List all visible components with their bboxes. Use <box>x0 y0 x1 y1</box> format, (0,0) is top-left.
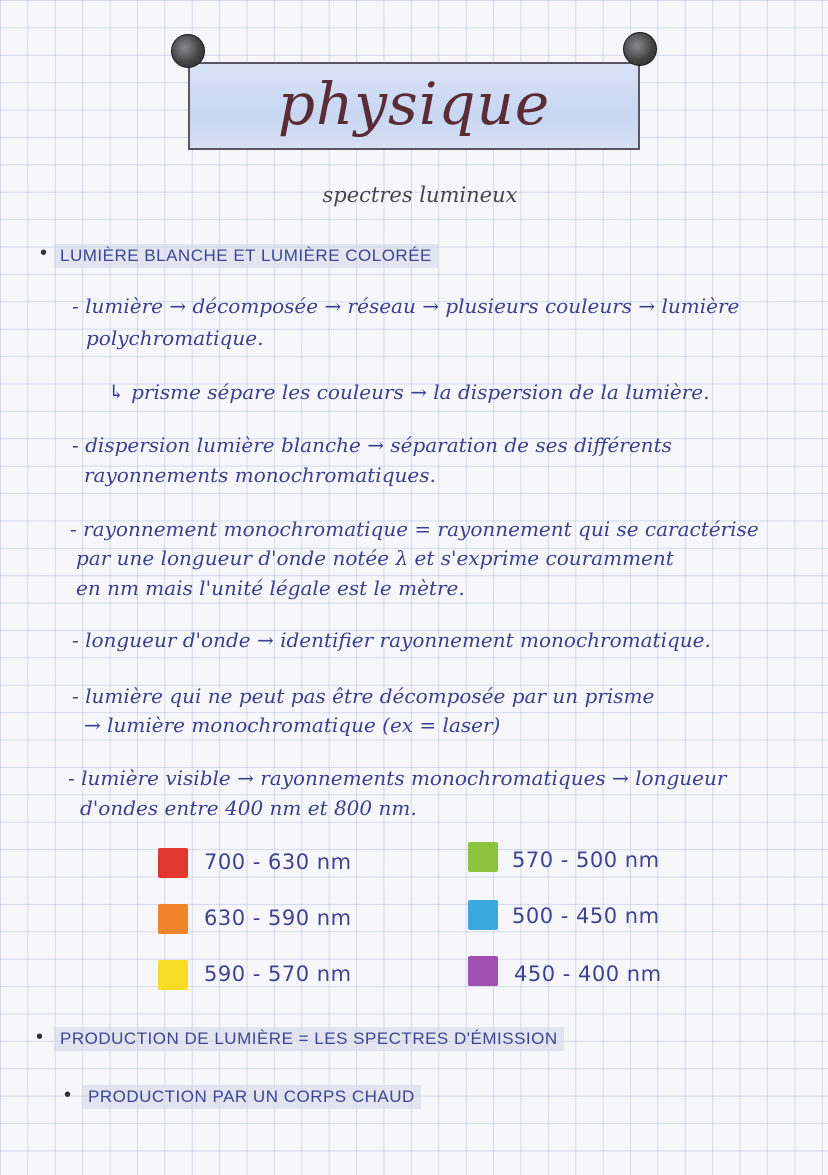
wavelength-range: 700 - 630 nm <box>204 850 352 874</box>
color-swatch-green <box>468 842 498 872</box>
page-title: physique <box>277 70 551 138</box>
color-swatch-red <box>158 848 188 878</box>
color-swatch-yellow <box>158 960 188 990</box>
wavelength-range: 570 - 500 nm <box>512 848 660 872</box>
note-line: en nm mais l'unité légale est le mètre. <box>76 576 465 600</box>
bullet-icon: • <box>64 1084 72 1106</box>
section-heading: LUMIÈRE BLANCHE ET LUMIÈRE COLORÉE <box>54 244 438 268</box>
wavelength-range: 450 - 400 nm <box>514 962 662 986</box>
note-line: - lumière → décomposée → réseau → plusieurs couleurs → lumière <box>72 294 740 318</box>
note-line: ↳ prisme sépare les couleurs → la dispersion de la lumière. <box>108 380 710 404</box>
color-swatch-blue <box>468 900 498 930</box>
wavelength-range: 590 - 570 nm <box>204 962 352 986</box>
bullet-icon: • <box>36 1026 44 1048</box>
wavelength-range: 630 - 590 nm <box>204 906 352 930</box>
note-line: d'ondes entre 400 nm et 800 nm. <box>80 796 417 820</box>
color-swatch-orange <box>158 904 188 934</box>
page-subtitle: spectres lumineux <box>322 183 518 207</box>
subsection-heading: PRODUCTION PAR UN CORPS CHAUD <box>82 1085 421 1109</box>
note-line: - lumière qui ne peut pas être décomposée par un prisme <box>72 684 655 708</box>
pushpin-icon <box>623 32 657 66</box>
note-line: - lumière visible → rayonnements monochromatiques → longueur <box>68 766 727 790</box>
note-line: - longueur d'onde → identifier rayonnement monochromatique. <box>72 628 711 652</box>
bullet-icon: • <box>40 242 48 264</box>
wavelength-range: 500 - 450 nm <box>512 904 660 928</box>
color-swatch-purple <box>468 956 498 986</box>
note-line: - rayonnement monochromatique = rayonnement qui se caractérise <box>70 517 759 541</box>
note-line: - dispersion lumière blanche → séparation de ses différents <box>72 433 672 457</box>
note-line: par une longueur d'onde notée λ et s'exprime couramment <box>76 546 674 570</box>
note-line: rayonnements monochromatiques. <box>84 463 436 487</box>
note-line: polychromatique. <box>86 326 264 350</box>
note-line: → lumière monochromatique (ex = laser) <box>84 713 501 737</box>
pushpin-icon <box>171 34 205 68</box>
section-heading: PRODUCTION DE LUMIÈRE = LES SPECTRES D'ÉMISSION <box>54 1027 564 1051</box>
